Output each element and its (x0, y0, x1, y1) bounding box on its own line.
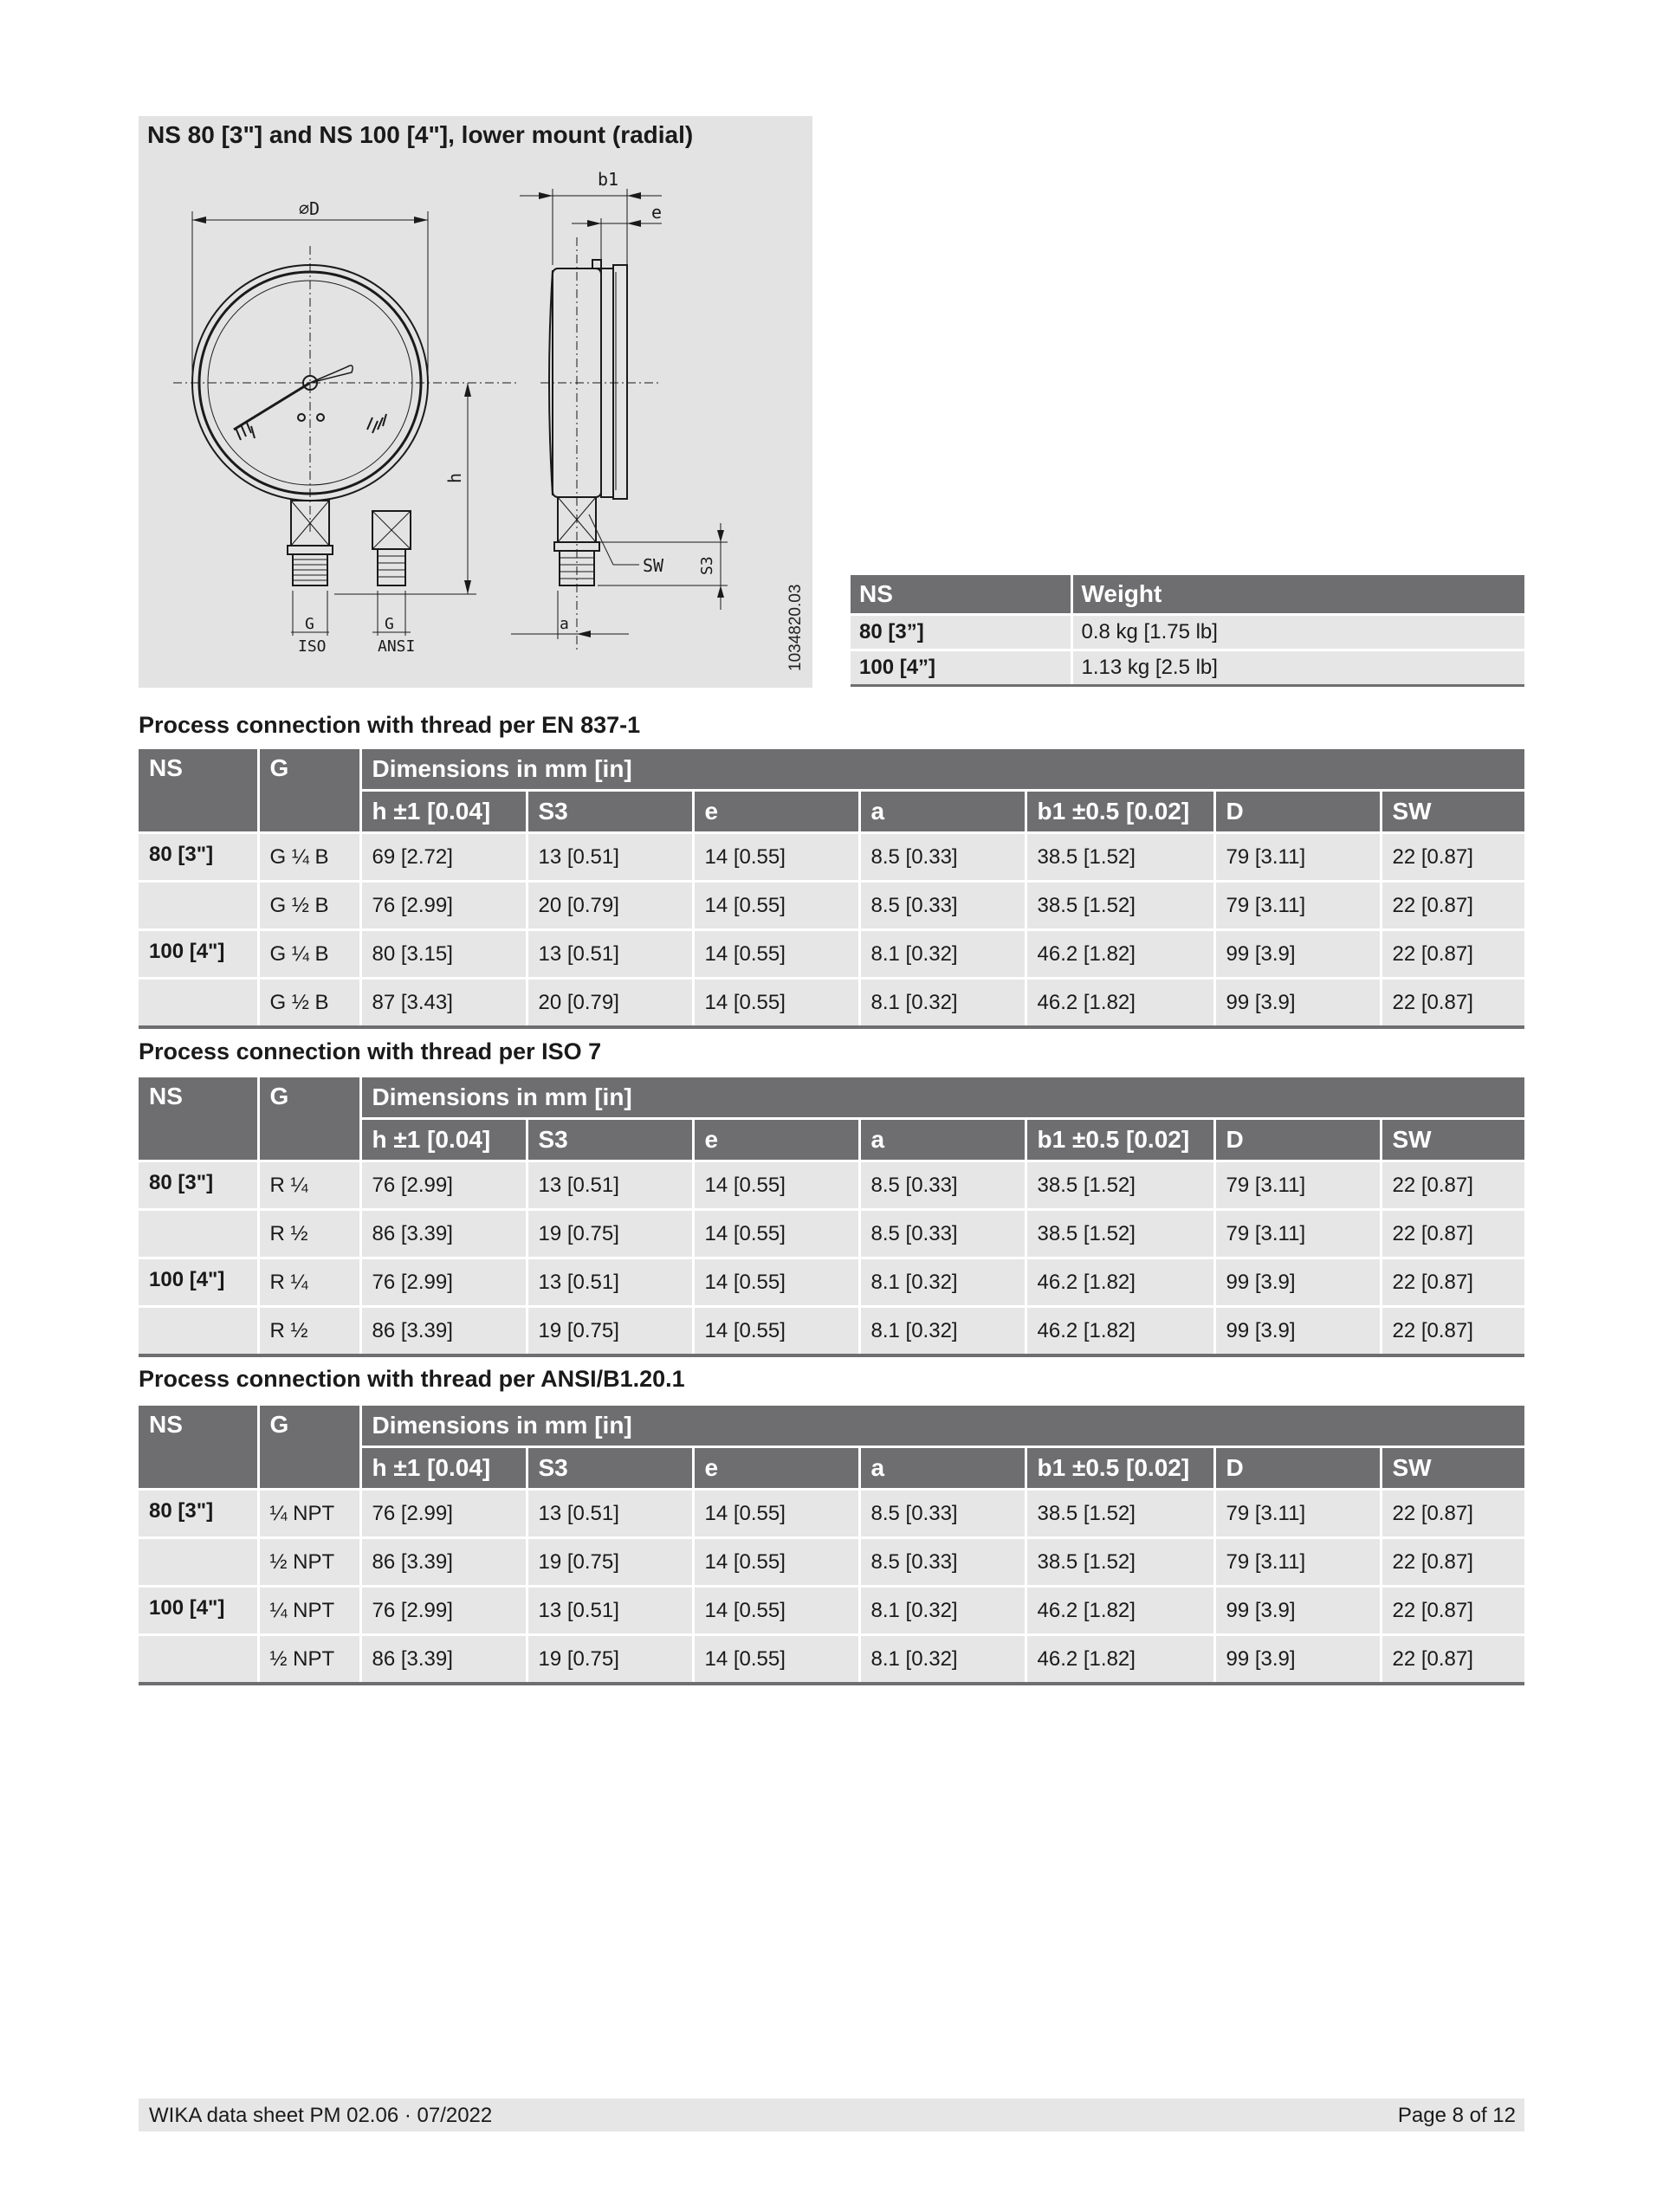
head-g: G (258, 749, 360, 833)
cell-dimension: 14 [0.55] (693, 1161, 859, 1210)
cell-dimension: 13 [0.51] (527, 1587, 693, 1635)
cell-dimension: 19 [0.75] (527, 1210, 693, 1258)
cell-thread: G ½ B (258, 882, 360, 930)
cell-dimension: 22 [0.87] (1381, 979, 1524, 1028)
column-header: h ±1 [0.04] (360, 791, 527, 833)
cell-thread: ¼ NPT (258, 1587, 360, 1635)
column-header: S3 (527, 1119, 693, 1161)
cell-dimension: 38.5 [1.52] (1026, 1538, 1214, 1587)
cell-dimension: 14 [0.55] (693, 1210, 859, 1258)
cell-ns (139, 882, 258, 930)
cell-dimension: 87 [3.43] (360, 979, 527, 1028)
cell-dimension: 99 [3.9] (1214, 1635, 1381, 1685)
cell-dimension: 22 [0.87] (1381, 1635, 1524, 1685)
label-SW: SW (643, 555, 664, 576)
cell-dimension: 79 [3.11] (1214, 1161, 1381, 1210)
cell-dimension: 14 [0.55] (693, 1587, 859, 1635)
cell-dimension: 8.5 [0.33] (859, 1538, 1026, 1587)
column-header: D (1214, 1119, 1381, 1161)
cell-ns (139, 1635, 258, 1685)
head-dimensions: Dimensions in mm [in] (360, 749, 1524, 791)
cell-dimension: 8.5 [0.33] (859, 1161, 1026, 1210)
cell-dimension: 19 [0.75] (527, 1635, 693, 1685)
cell-dimension: 19 [0.75] (527, 1538, 693, 1587)
gauge-drawing (139, 116, 812, 688)
cell-dimension: 86 [3.39] (360, 1635, 527, 1685)
cell-thread: G ¼ B (258, 833, 360, 882)
cell-ns (139, 1307, 258, 1356)
cell-dimension: 79 [3.11] (1214, 1538, 1381, 1587)
weight-head-weight: Weight (1071, 575, 1524, 615)
cell-dimension: 14 [0.55] (693, 930, 859, 979)
cell-ns: 100 [4"] (139, 930, 258, 979)
cell-dimension: 8.1 [0.32] (859, 1258, 1026, 1307)
cell-thread: G ½ B (258, 979, 360, 1028)
drawing-number: 1034820.03 (786, 584, 805, 671)
cell-ns (139, 1538, 258, 1587)
cell-dimension: 46.2 [1.82] (1026, 1587, 1214, 1635)
table-row (139, 1161, 1524, 1210)
head-ns: NS (139, 749, 258, 833)
cell-dimension: 20 [0.79] (527, 979, 693, 1028)
weight-head-ns: NS (851, 575, 1071, 615)
cell-dimension: 14 [0.55] (693, 1258, 859, 1307)
table-row (139, 1635, 1524, 1685)
weight-ns: 80 [3”] (851, 615, 1071, 650)
dimension-drawing (139, 116, 812, 688)
head-g: G (258, 1406, 360, 1490)
cell-dimension: 14 [0.55] (693, 1538, 859, 1587)
cell-thread: R ¼ (258, 1161, 360, 1210)
label-G-iso: G (305, 615, 314, 633)
cell-dimension: 22 [0.87] (1381, 833, 1524, 882)
column-header: e (693, 791, 859, 833)
column-header: h ±1 [0.04] (360, 1447, 527, 1490)
table-row (139, 1490, 1524, 1538)
cell-thread: ½ NPT (258, 1635, 360, 1685)
cell-dimension: 13 [0.51] (527, 1490, 693, 1538)
cell-dimension: 20 [0.79] (527, 882, 693, 930)
cell-dimension: 13 [0.51] (527, 930, 693, 979)
column-header: S3 (527, 1447, 693, 1490)
cell-dimension: 76 [2.99] (360, 1587, 527, 1635)
label-D: ⌀D (299, 198, 320, 219)
table-header-row (139, 749, 1524, 791)
page-footer (139, 2099, 1524, 2131)
cell-dimension: 14 [0.55] (693, 1490, 859, 1538)
cell-dimension: 8.1 [0.32] (859, 979, 1026, 1028)
cell-dimension: 76 [2.99] (360, 882, 527, 930)
cell-dimension: 69 [2.72] (360, 833, 527, 882)
table-row (139, 930, 1524, 979)
cell-dimension: 22 [0.87] (1381, 1538, 1524, 1587)
label-G-ansi: G (385, 615, 394, 633)
cell-dimension: 76 [2.99] (360, 1161, 527, 1210)
dimension-table-iso7 (139, 1077, 1524, 1357)
cell-dimension: 38.5 [1.52] (1026, 1490, 1214, 1538)
table-row (851, 615, 1524, 650)
cell-dimension: 46.2 [1.82] (1026, 930, 1214, 979)
cell-dimension: 46.2 [1.82] (1026, 1635, 1214, 1685)
cell-thread: R ½ (258, 1210, 360, 1258)
head-dimensions: Dimensions in mm [in] (360, 1406, 1524, 1447)
cell-dimension: 14 [0.55] (693, 1635, 859, 1685)
label-b1: b1 (598, 169, 619, 190)
weight-value: 0.8 kg [1.75 lb] (1071, 615, 1524, 650)
cell-dimension: 8.1 [0.32] (859, 930, 1026, 979)
column-header: SW (1381, 791, 1524, 833)
column-header: SW (1381, 1447, 1524, 1490)
label-e: e (651, 202, 663, 223)
cell-dimension: 46.2 [1.82] (1026, 1307, 1214, 1356)
cell-dimension: 8.5 [0.33] (859, 882, 1026, 930)
column-header: a (859, 791, 1026, 833)
cell-dimension: 22 [0.87] (1381, 1307, 1524, 1356)
column-header: b1 ±0.5 [0.02] (1026, 1447, 1214, 1490)
column-header: SW (1381, 1119, 1524, 1161)
cell-thread: ½ NPT (258, 1538, 360, 1587)
column-header: h ±1 [0.04] (360, 1119, 527, 1161)
cell-dimension: 22 [0.87] (1381, 1161, 1524, 1210)
head-g: G (258, 1077, 360, 1161)
table-row (139, 1587, 1524, 1635)
table-header-row (139, 1077, 1524, 1119)
cell-dimension: 13 [0.51] (527, 833, 693, 882)
cell-dimension: 22 [0.87] (1381, 1490, 1524, 1538)
cell-dimension: 38.5 [1.52] (1026, 882, 1214, 930)
cell-ns: 100 [4"] (139, 1258, 258, 1307)
cell-dimension: 22 [0.87] (1381, 1587, 1524, 1635)
cell-dimension: 38.5 [1.52] (1026, 833, 1214, 882)
column-header: D (1214, 791, 1381, 833)
cell-dimension: 14 [0.55] (693, 833, 859, 882)
cell-dimension: 86 [3.39] (360, 1307, 527, 1356)
cell-ns: 80 [3"] (139, 1490, 258, 1538)
cell-dimension: 8.5 [0.33] (859, 833, 1026, 882)
cell-dimension: 38.5 [1.52] (1026, 1161, 1214, 1210)
label-h: h (444, 472, 465, 483)
cell-dimension: 79 [3.11] (1214, 1490, 1381, 1538)
label-S3: S3 (698, 556, 716, 575)
table-row (851, 650, 1524, 686)
cell-dimension: 79 [3.11] (1214, 1210, 1381, 1258)
column-header: e (693, 1119, 859, 1161)
cell-dimension: 22 [0.87] (1381, 930, 1524, 979)
cell-dimension: 14 [0.55] (693, 882, 859, 930)
dimension-table-ansi (139, 1406, 1524, 1685)
table-row (139, 1307, 1524, 1356)
column-header: a (859, 1447, 1026, 1490)
section-title-en837: Process connection with thread per EN 837-1 (139, 712, 641, 738)
cell-dimension: 86 [3.39] (360, 1538, 527, 1587)
cell-dimension: 8.1 [0.32] (859, 1307, 1026, 1356)
cell-dimension: 8.5 [0.33] (859, 1210, 1026, 1258)
cell-ns (139, 1210, 258, 1258)
cell-dimension: 13 [0.51] (527, 1258, 693, 1307)
cell-dimension: 19 [0.75] (527, 1307, 693, 1356)
weight-ns: 100 [4”] (851, 650, 1071, 686)
cell-dimension: 79 [3.11] (1214, 882, 1381, 930)
section-title-iso7: Process connection with thread per ISO 7 (139, 1038, 602, 1064)
cell-dimension: 76 [2.99] (360, 1258, 527, 1307)
footer-doc-info: WIKA data sheet PM 02.06 · 07/2022 (149, 2104, 493, 2127)
footer-page-number: Page 8 of 12 (1397, 2104, 1516, 2127)
cell-dimension: 8.5 [0.33] (859, 1490, 1026, 1538)
cell-dimension: 46.2 [1.82] (1026, 979, 1214, 1028)
cell-thread: ¼ NPT (258, 1490, 360, 1538)
table-row (139, 979, 1524, 1028)
cell-dimension: 79 [3.11] (1214, 833, 1381, 882)
table-row (139, 1210, 1524, 1258)
cell-dimension: 99 [3.9] (1214, 930, 1381, 979)
table-row (139, 1538, 1524, 1587)
cell-dimension: 46.2 [1.82] (1026, 1258, 1214, 1307)
table-header-row (139, 1406, 1524, 1447)
cell-dimension: 99 [3.9] (1214, 979, 1381, 1028)
cell-dimension: 8.1 [0.32] (859, 1587, 1026, 1635)
head-ns: NS (139, 1406, 258, 1490)
label-a: a (560, 615, 569, 633)
cell-dimension: 86 [3.39] (360, 1210, 527, 1258)
cell-dimension: 14 [0.55] (693, 979, 859, 1028)
label-ISO: ISO (298, 637, 327, 656)
weight-table (851, 575, 1524, 687)
label-ANSI: ANSI (378, 637, 416, 656)
cell-dimension: 8.1 [0.32] (859, 1635, 1026, 1685)
table-row (139, 1258, 1524, 1307)
cell-dimension: 38.5 [1.52] (1026, 1210, 1214, 1258)
section-title-ansi: Process connection with thread per ANSI/B1.20.1 (139, 1366, 685, 1392)
cell-ns (139, 979, 258, 1028)
cell-dimension: 22 [0.87] (1381, 1210, 1524, 1258)
cell-dimension: 22 [0.87] (1381, 1258, 1524, 1307)
column-header: a (859, 1119, 1026, 1161)
cell-ns: 100 [4"] (139, 1587, 258, 1635)
cell-dimension: 80 [3.15] (360, 930, 527, 979)
cell-dimension: 76 [2.99] (360, 1490, 527, 1538)
column-header: S3 (527, 791, 693, 833)
figure-title: NS 80 [3"] and NS 100 [4"], lower mount (radial) (147, 121, 694, 148)
table-row (139, 882, 1524, 930)
cell-ns: 80 [3"] (139, 1161, 258, 1210)
column-header: b1 ±0.5 [0.02] (1026, 791, 1214, 833)
cell-dimension: 99 [3.9] (1214, 1307, 1381, 1356)
cell-dimension: 99 [3.9] (1214, 1587, 1381, 1635)
cell-dimension: 99 [3.9] (1214, 1258, 1381, 1307)
cell-dimension: 13 [0.51] (527, 1161, 693, 1210)
column-header: D (1214, 1447, 1381, 1490)
weight-header-row (851, 575, 1524, 615)
column-header: e (693, 1447, 859, 1490)
head-ns: NS (139, 1077, 258, 1161)
cell-dimension: 14 [0.55] (693, 1307, 859, 1356)
cell-thread: R ¼ (258, 1258, 360, 1307)
dimension-table-en837 (139, 749, 1524, 1029)
weight-value: 1.13 kg [2.5 lb] (1071, 650, 1524, 686)
head-dimensions: Dimensions in mm [in] (360, 1077, 1524, 1119)
cell-ns: 80 [3"] (139, 833, 258, 882)
column-header: b1 ±0.5 [0.02] (1026, 1119, 1214, 1161)
cell-dimension: 22 [0.87] (1381, 882, 1524, 930)
cell-thread: G ¼ B (258, 930, 360, 979)
table-row (139, 833, 1524, 882)
cell-thread: R ½ (258, 1307, 360, 1356)
